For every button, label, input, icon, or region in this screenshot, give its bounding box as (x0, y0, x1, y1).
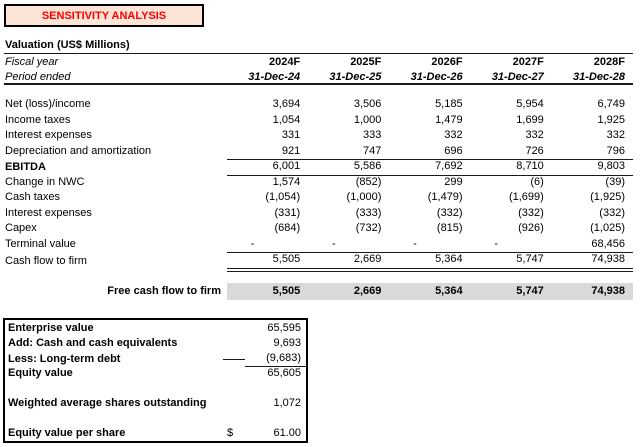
row-capex (4, 221, 633, 237)
row-label[interactable]: Income taxes (5, 113, 71, 126)
row-label[interactable]: Cash flow to firm (5, 255, 87, 267)
row-depreciation-amortization (4, 144, 633, 160)
fcf-value-cell[interactable]: 74,938 (552, 283, 633, 300)
row-label[interactable]: Capex (5, 222, 37, 234)
value-cell[interactable]: 1,054 (272, 113, 301, 126)
period-header-2025[interactable]: 31-Dec-25 (329, 71, 382, 83)
period-ended-label[interactable]: Period ended (5, 71, 71, 83)
summary-row-equity-value (5, 366, 306, 381)
summary-label[interactable]: Equity value per share (8, 427, 126, 439)
value-cell[interactable]: - (471, 237, 552, 254)
value-cell[interactable]: 1,925 (597, 113, 625, 126)
row-terminal-value (4, 237, 633, 253)
value-cell[interactable]: 5,954 (516, 98, 544, 110)
row-net-income (4, 97, 633, 113)
value-cell[interactable]: (815) (436, 222, 463, 234)
summary-label[interactable]: Add: Cash and cash equivalents (8, 337, 178, 349)
value-cell[interactable]: 333 (363, 129, 382, 141)
period-header-2024[interactable]: 31-Dec-24 (248, 71, 301, 83)
row-interest-expenses (4, 128, 633, 144)
value-cell[interactable]: 696 (389, 144, 470, 161)
sensitivity-analysis-banner[interactable] (4, 4, 204, 27)
value-cell[interactable]: 332 (444, 129, 463, 141)
value-cell[interactable]: (1,925) (590, 191, 625, 203)
row-interest-expenses-cf (4, 206, 633, 222)
value-cell[interactable]: (6) (530, 175, 544, 188)
summary-label[interactable]: Enterprise value (8, 322, 94, 334)
value-cell[interactable]: (332) (518, 206, 544, 219)
summary-row-equity-value-per-share (5, 426, 306, 441)
fcf-value-cell[interactable]: 2,669 (308, 283, 389, 300)
value-cell[interactable]: 331 (281, 129, 301, 141)
value-cell[interactable]: 1,574 (272, 175, 301, 188)
row-cash-taxes (4, 190, 633, 206)
value-cell[interactable]: (1,000) (346, 191, 382, 203)
banner-label: SENSITIVITY ANALYSIS (41, 9, 167, 22)
summary-row-enterprise-value (5, 321, 306, 336)
value-cell[interactable]: 332 (525, 129, 544, 141)
valuation-table (4, 38, 633, 268)
value-cell[interactable]: 2,669 (308, 252, 389, 272)
fcf-value-cell[interactable]: 5,364 (389, 283, 470, 300)
year-header-2024f[interactable]: 2024F (268, 56, 301, 68)
value-cell[interactable]: 6,001 (227, 159, 308, 176)
period-header-2026[interactable]: 31-Dec-26 (410, 71, 463, 83)
summary-row-blank (5, 411, 306, 426)
value-cell[interactable]: (332) (599, 206, 625, 219)
summary-value[interactable]: 9,693 (273, 337, 301, 349)
value-cell[interactable]: (852) (355, 175, 382, 188)
summary-label[interactable]: Equity value (8, 367, 73, 379)
period-header-2027[interactable]: 31-Dec-27 (491, 71, 544, 83)
value-cell[interactable]: - (389, 237, 470, 254)
row-label[interactable]: Interest expenses (5, 206, 92, 219)
value-cell[interactable]: 3,694 (272, 98, 301, 110)
row-label[interactable]: Depreciation and amortization (5, 145, 152, 157)
year-header-2026f[interactable]: 2026F (431, 56, 463, 68)
value-cell[interactable]: 68,456 (552, 237, 633, 254)
row-ebitda (4, 159, 633, 175)
summary-row-long-term-debt (5, 351, 306, 366)
value-cell[interactable]: (1,025) (590, 222, 625, 234)
value-cell[interactable]: 74,938 (552, 252, 633, 272)
value-cell[interactable]: - (308, 237, 389, 254)
value-cell[interactable]: 726 (471, 144, 552, 161)
fcf-value-cell[interactable]: 5,747 (471, 283, 552, 300)
summary-value[interactable]: 1,072 (273, 397, 301, 409)
value-cell[interactable]: (1,054) (265, 191, 301, 203)
summary-row-shares-outstanding (5, 396, 306, 411)
row-label[interactable]: Change in NWC (5, 175, 85, 188)
value-cell[interactable]: 5,185 (435, 98, 463, 110)
value-cell[interactable]: 7,692 (389, 159, 470, 176)
value-cell[interactable]: 332 (606, 129, 625, 141)
value-cell[interactable]: 299 (444, 175, 463, 188)
value-cell[interactable]: 1,699 (516, 113, 544, 126)
summary-value[interactable]: 65,595 (267, 322, 301, 334)
value-cell[interactable]: (1,699) (508, 191, 544, 203)
value-cell[interactable]: (1,479) (427, 191, 463, 203)
value-cell[interactable]: (926) (518, 222, 544, 234)
row-change-in-nwc (4, 175, 633, 191)
summary-row-cash-equivalents (5, 336, 306, 351)
summary-value[interactable]: 61.00 (273, 427, 301, 439)
row-label[interactable]: Cash taxes (5, 191, 61, 203)
summary-label[interactable]: Less: Long-term debt (8, 352, 121, 365)
equity-summary-box (3, 318, 308, 443)
row-label[interactable]: Terminal value (5, 238, 76, 250)
value-cell[interactable]: 1,000 (353, 113, 382, 126)
valuation-heading[interactable]: Valuation (US$ Millions) (4, 38, 633, 54)
summary-label[interactable]: Weighted average shares outstanding (8, 397, 207, 409)
value-cell[interactable]: 5,586 (308, 159, 389, 176)
value-cell[interactable]: 747 (308, 144, 389, 161)
currency-cell (223, 359, 245, 360)
value-cell[interactable]: - (227, 237, 308, 254)
free-cash-flow-label[interactable]: Free cash flow to firm (107, 285, 221, 297)
value-cell[interactable]: (684) (274, 222, 301, 234)
summary-row-blank (5, 381, 306, 396)
value-cell[interactable]: (333) (355, 206, 382, 219)
value-cell[interactable]: 8,710 (471, 159, 552, 176)
header-gap (4, 85, 633, 97)
value-cell[interactable]: (732) (355, 222, 382, 234)
value-cell[interactable]: (332) (436, 206, 463, 219)
year-header-2028f[interactable]: 2028F (593, 56, 625, 68)
value-cell[interactable]: 5,505 (227, 252, 308, 272)
dollar-sign[interactable]: $ (227, 427, 234, 439)
period-ended-header-row (4, 70, 633, 85)
value-cell[interactable]: 1,479 (435, 113, 463, 126)
value-cell[interactable]: 796 (552, 144, 633, 161)
value-cell[interactable]: (39) (605, 175, 625, 188)
value-cell[interactable]: 3,506 (353, 98, 382, 110)
value-cell[interactable]: 5,747 (471, 252, 552, 272)
row-label[interactable]: Interest expenses (5, 129, 92, 141)
fiscal-year-header-row (4, 54, 633, 70)
fcf-value-cell[interactable]: 5,505 (227, 283, 308, 300)
year-header-2025f[interactable]: 2025F (350, 56, 382, 68)
value-cell[interactable]: 5,364 (389, 252, 470, 272)
row-label[interactable]: EBITDA (5, 160, 46, 173)
summary-value[interactable]: (9,683) (245, 351, 306, 367)
summary-value[interactable]: 65,605 (267, 367, 301, 379)
value-cell[interactable]: (331) (274, 206, 301, 219)
year-header-2027f[interactable]: 2027F (512, 56, 544, 68)
row-cash-flow-to-firm (4, 252, 633, 268)
row-income-taxes (4, 113, 633, 129)
value-cell[interactable]: 6,749 (597, 98, 625, 110)
value-cell[interactable]: 921 (227, 144, 308, 161)
row-label[interactable]: Net (loss)/income (5, 98, 91, 110)
fiscal-year-label[interactable]: Fiscal year (5, 56, 59, 68)
value-cell[interactable]: 9,803 (552, 159, 633, 176)
free-cash-flow-row (4, 283, 633, 300)
period-header-2028[interactable]: 31-Dec-28 (573, 71, 625, 83)
